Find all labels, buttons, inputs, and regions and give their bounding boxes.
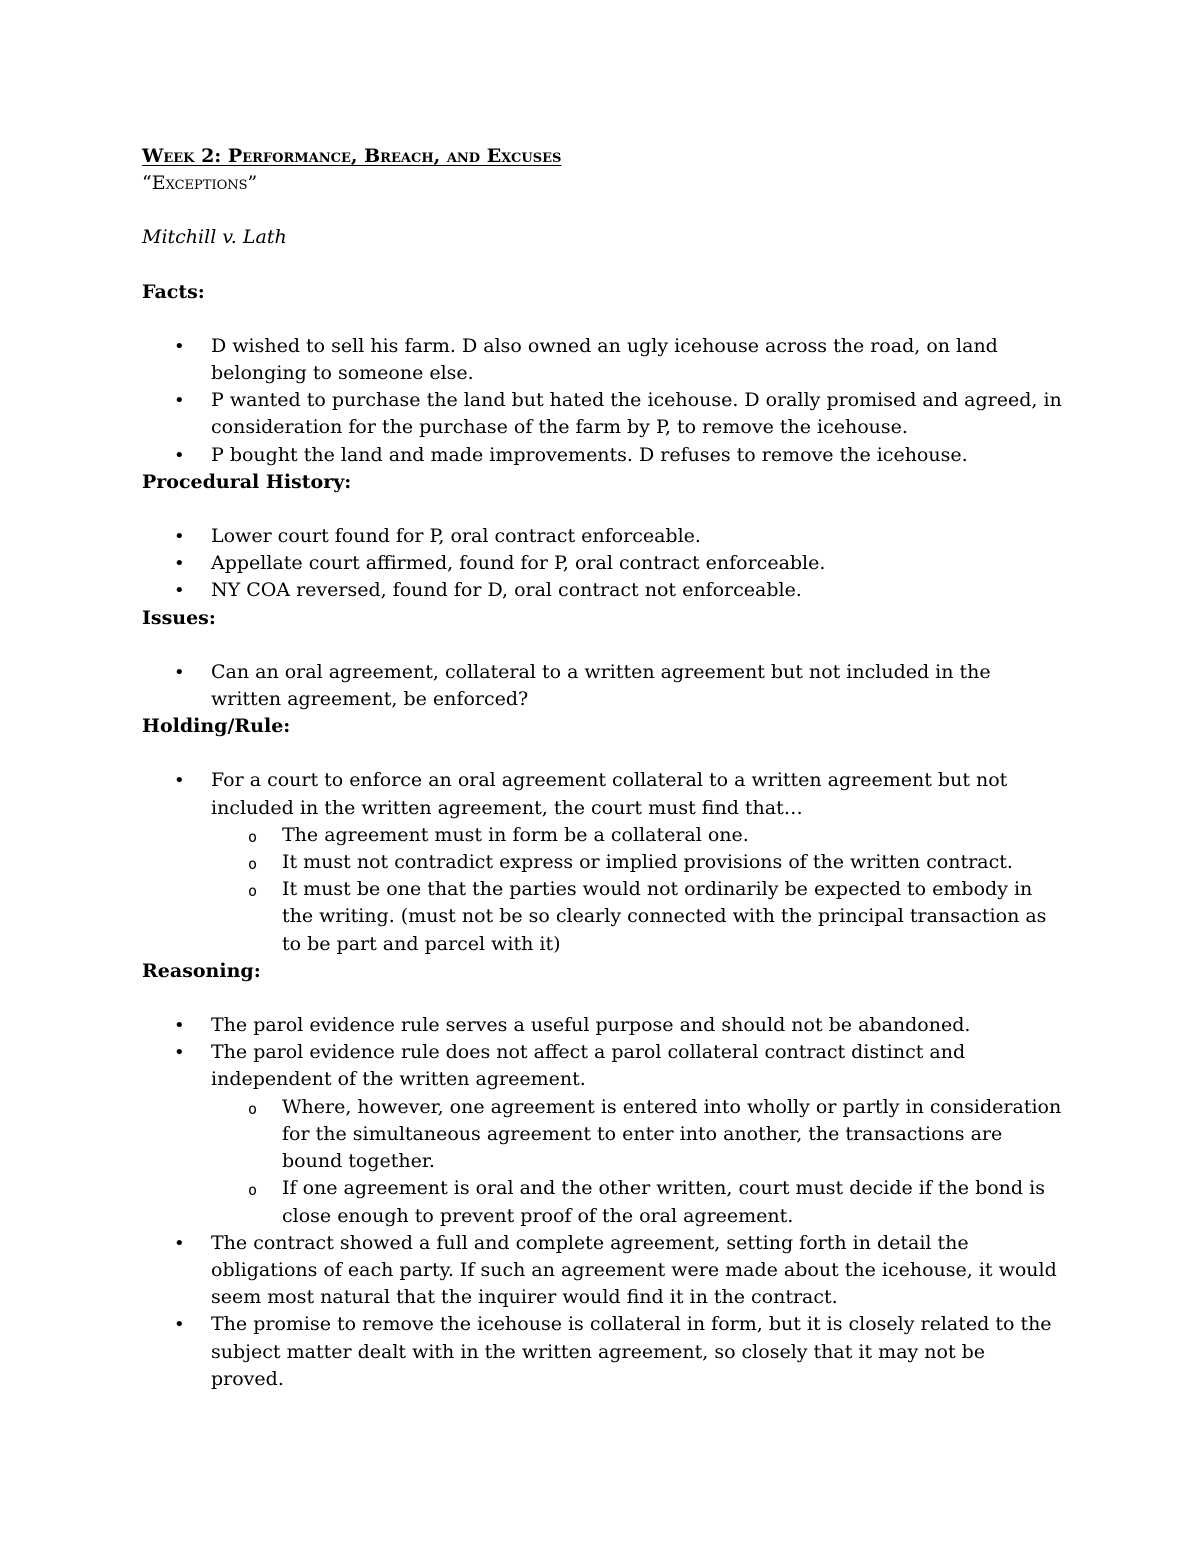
list-item-text: The parol evidence rule does not affect a parol collateral contract distinct and independent of the written agreement. <box>211 1041 966 1091</box>
list-item-text: Appellate court affirmed, found for P, oral contract enforceable. <box>211 552 826 575</box>
list-item <box>142 577 1062 604</box>
issues-list <box>142 659 1062 713</box>
case-name: Mitchill v. Lath <box>142 226 287 249</box>
bullet-icon: • <box>174 1314 185 1336</box>
list-item-text: D wished to sell his farm. D also owned an ugly icehouse across the road, on land belonging to someone else. <box>211 334 998 385</box>
sub-list-item-text: If one agreement is oral and the other written, court must decide if the bond is close enough to prevent proof of the oral agreement. <box>282 1177 1045 1227</box>
list-item <box>142 1012 1062 1039</box>
list-item-text: Lower court found for P, oral contract enforceable. <box>211 525 701 548</box>
list-item <box>142 442 1062 469</box>
bullet-icon: • <box>174 1232 185 1254</box>
sub-bullet-icon: o <box>248 855 258 874</box>
bullet-icon: • <box>174 1042 185 1064</box>
sub-list-item <box>211 1175 1062 1229</box>
bullet-icon: • <box>174 335 185 357</box>
sub-bullet-icon: o <box>248 1181 258 1200</box>
list-item-text: The contract showed a full and complete agreement, setting forth in detail the obligations of each party. If such an agreement were made about the icehouse, it would seem most natural that the inquirer would find it in the contract. <box>211 1231 1057 1309</box>
sub-bullet-icon: o <box>248 882 258 901</box>
list-item <box>142 1039 1062 1229</box>
sub-list-item-text: It must not contradict express or implied provisions of the written contract. <box>282 851 1013 874</box>
reasoning-list <box>142 1012 1062 1393</box>
list-item-text: NY COA reversed, found for D, oral contract not enforceable. <box>211 579 802 602</box>
reasoning-sublist <box>211 1094 1062 1230</box>
list-item-text: P bought the land and made improvements. D refuses to remove the icehouse. <box>211 443 968 466</box>
procedural-history-list <box>142 523 1062 605</box>
list-item <box>142 387 1062 441</box>
bullet-icon: • <box>174 444 185 466</box>
holding-sublist <box>211 822 1062 958</box>
sub-bullet-icon: o <box>248 827 258 846</box>
list-item-text: The promise to remove the icehouse is collateral in form, but it is closely related to the subject matter dealt with in the written agreement, so closely that it may not be proved. <box>211 1313 1052 1390</box>
facts-list <box>142 333 1062 469</box>
reasoning-heading: Reasoning: <box>142 959 261 982</box>
list-item-text: P wanted to purchase the land but hated the icehouse. D orally promised and agreed, in consideration for the purchase of the farm by P, to remove the icehouse. <box>211 389 1062 439</box>
bullet-icon: • <box>174 553 185 575</box>
bullet-icon: • <box>174 1015 185 1037</box>
sub-list-item-text: The agreement must in form be a collateral one. <box>282 823 749 846</box>
holding-list <box>142 767 1062 957</box>
list-item <box>142 1230 1062 1312</box>
list-item <box>142 767 1062 957</box>
list-item-text: The parol evidence rule serves a useful purpose and should not be abandoned. <box>211 1014 971 1037</box>
procedural-history-heading: Procedural History: <box>142 470 352 493</box>
document-page <box>142 143 1062 1393</box>
sub-list-item <box>211 1094 1062 1176</box>
sub-list-item <box>211 822 1062 849</box>
list-item <box>142 659 1062 713</box>
sub-list-item <box>211 849 1062 876</box>
bullet-icon: • <box>174 661 185 683</box>
list-item <box>142 333 1062 387</box>
holding-heading: Holding/Rule: <box>142 715 291 738</box>
document-subtitle: “Exceptions” <box>142 172 258 195</box>
sub-list-item-text: It must be one that the parties would not ordinarily be expected to embody in the writing. (must not be so clearly connected with the principal transaction as to be part and parcel with it) <box>282 878 1047 955</box>
sub-list-item-text: Where, however, one agreement is entered into wholly or partly in consideration for the simultaneous agreement to enter into another, the transactions are bound together. <box>282 1095 1062 1173</box>
list-item <box>142 550 1062 577</box>
sub-list-item <box>211 876 1062 958</box>
list-item <box>142 523 1062 550</box>
bullet-icon: • <box>174 526 185 548</box>
facts-heading: Facts: <box>142 280 205 303</box>
sub-bullet-icon: o <box>248 1099 258 1118</box>
bullet-icon: • <box>174 580 185 602</box>
list-item <box>142 1311 1062 1393</box>
issues-heading: Issues: <box>142 606 216 629</box>
list-item-text: For a court to enforce an oral agreement collateral to a written agreement but not included in the written agreement, the court must find that… <box>211 769 1008 819</box>
list-item-text: Can an oral agreement, collateral to a written agreement but not included in the written agreement, be enforced? <box>211 660 991 711</box>
bullet-icon: • <box>174 390 185 412</box>
document-title: Week 2: Performance, Breach, and Excuses <box>142 145 562 167</box>
bullet-icon: • <box>174 770 185 792</box>
